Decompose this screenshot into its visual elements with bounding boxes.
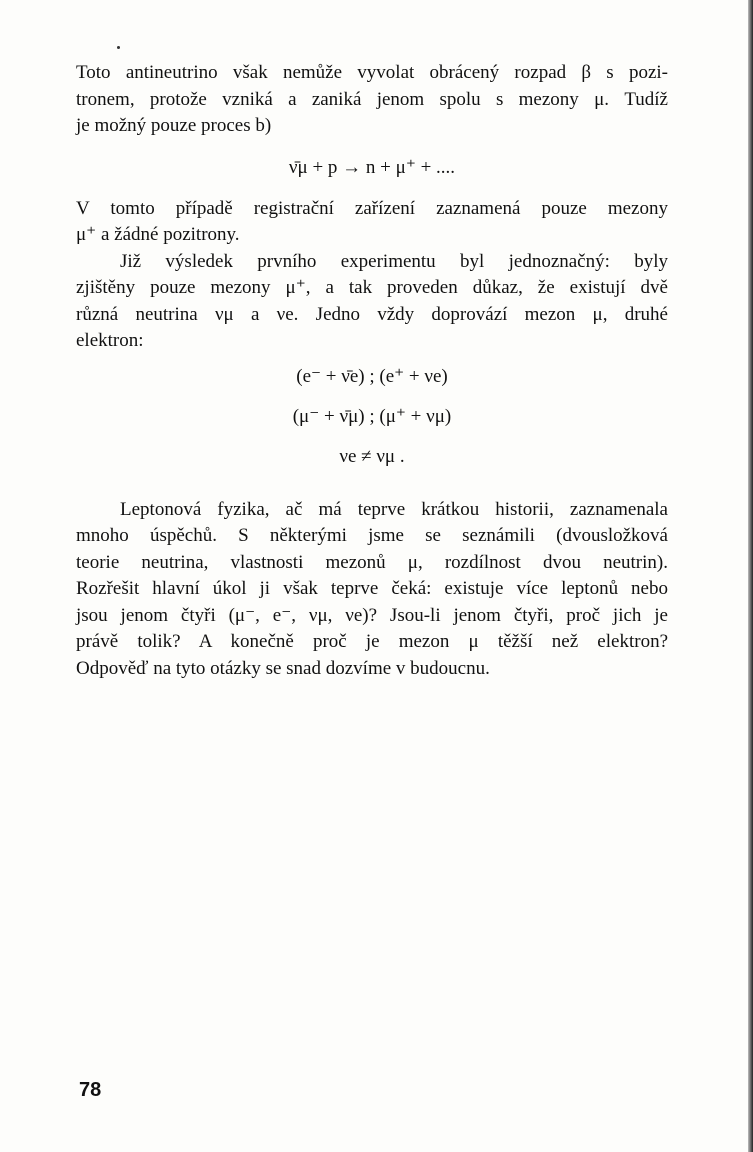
text-line: μ⁺ a žádné pozitrony. [76,224,240,245]
paragraph-4 [76,497,668,683]
text-line: Toto antineutrino však nemůže vyvolat obrácený rozpad β s pozi- [76,62,668,83]
page-edge-shadow [748,0,753,1152]
text-line: jsou jenom čtyři (μ⁻, e⁻, νμ, νe)? Jsou-li jenom čtyři, proč jich je [76,604,668,626]
page-number: 78 [79,1079,102,1101]
text-line: V tomto případě registrační zařízení zaznamená pouze mezony [76,197,668,219]
formula-line: (μ⁻ + ν̄μ) ; (μ⁺ + νμ) [292,405,452,427]
paragraph-2 [76,196,668,249]
formula-line: (e⁻ + ν̄e) ; (e⁺ + νe) [296,365,448,387]
formula-lepton-pairs [76,357,668,477]
text-line: mnoho úspěchů. S některými jsme se seznámili (dvousložková [76,525,668,546]
text-line: teorie neutrina, vlastnosti mezonů μ, rozdílnost dvou neutrin). [76,551,668,573]
text-line: Odpověď na tyto otázky se snad dozvíme v budoucnu. [76,657,490,679]
text-line: elektron: [76,330,144,351]
text-line: Leptonová fyzika, ač má teprve krátkou historii, zaznamenala [120,498,668,520]
formula-reaction: ν̄μ + p → n + μ⁺ + .... [288,156,456,178]
paragraph-3 [76,249,668,355]
text-line: Již výsledek prvního experimentu byl jednoznačný: byly [120,250,668,272]
text-line: různá neutrina νμ a νe. Jedno vždy doprovází mezon μ, druhé [76,303,668,325]
text-line: je možný pouze proces b) [76,115,272,136]
text-line: Rozřešit hlavní úkol ji však teprve čeká: existuje více leptonů nebo [76,578,668,599]
paragraph-1 [76,60,668,140]
text-line: zjištěny pouze mezony μ⁺, a tak proveden důkaz, že existují dvě [76,277,668,298]
text-line: tronem, protože vzniká a zaniká jenom spolu s mezony μ. Tudíž [76,88,668,110]
stray-dot-mark [117,46,120,49]
page-content [76,60,668,682]
text-line: právě tolik? A konečně proč je mezon μ těžší než elektron? [76,631,668,652]
formula-line: νe ≠ νμ . [339,445,405,467]
